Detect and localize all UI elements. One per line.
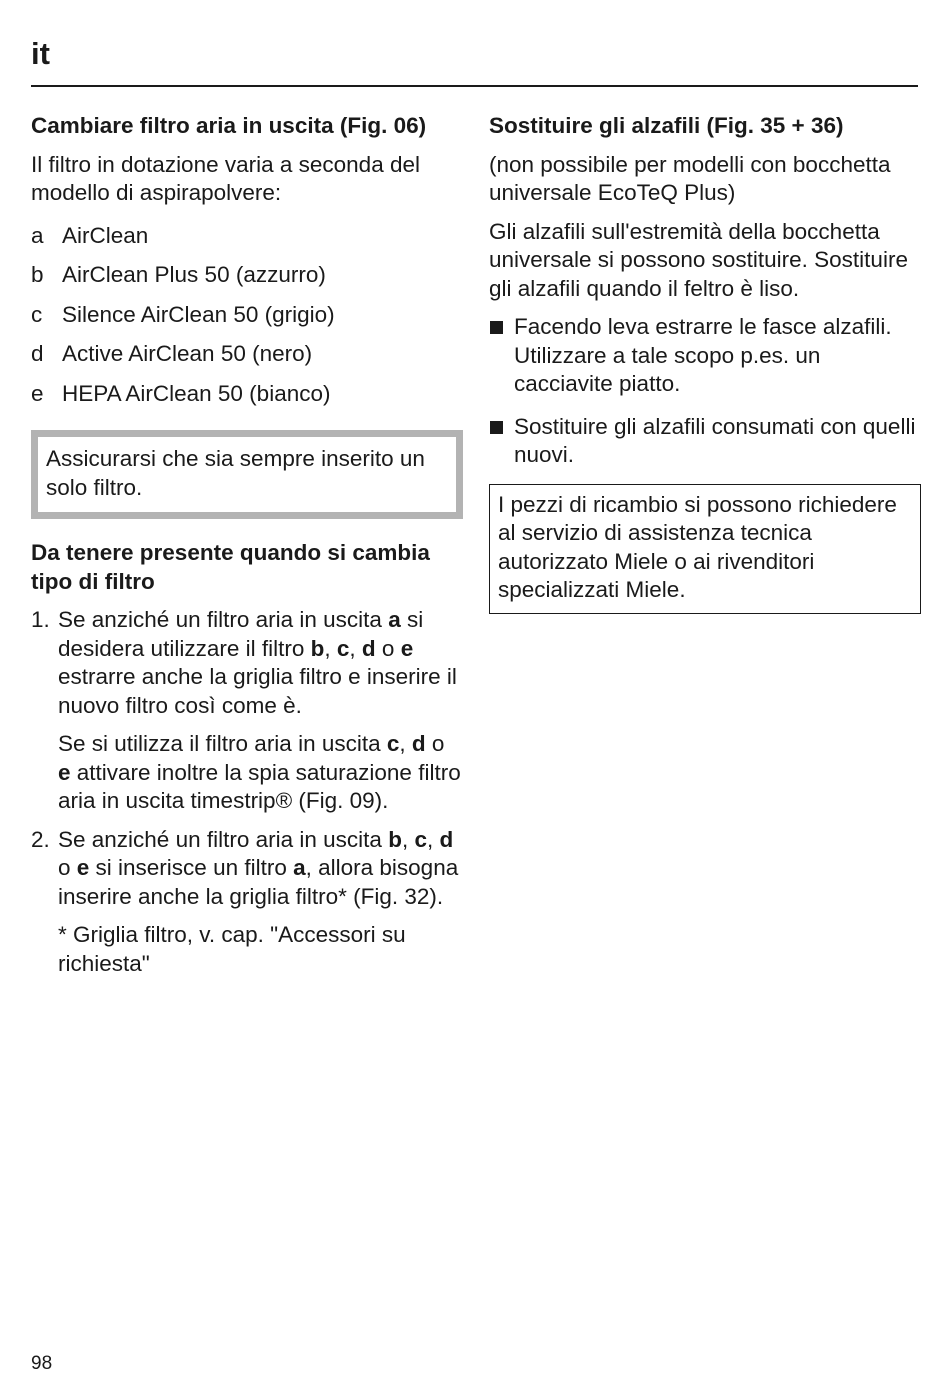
footnote: * Griglia filtro, v. cap. "Accessori su richiesta" xyxy=(58,922,406,976)
header-rule xyxy=(31,85,918,87)
list-item-text: Silence AirClean 50 (grigio) xyxy=(62,301,335,327)
page-number: 98 xyxy=(31,1353,53,1374)
step-body xyxy=(58,606,463,816)
list-marker: c xyxy=(31,301,43,327)
step-1-note: Se si utilizza il filtro aria in uscita c, d o e attivare inoltre la spia saturazione filtro aria in uscita timestrip® (Fig. 09). xyxy=(58,731,461,813)
spare-parts-notice: I pezzi di ricambio si possono richiedere al servizio di assistenza tecnica autorizzato Miele o ai rivenditori specializzati Miele. xyxy=(489,484,921,614)
list-item-text: AirClean xyxy=(62,222,149,248)
bullet-item xyxy=(489,413,921,470)
filter-list xyxy=(31,222,463,409)
section-heading-filter-change: Da tenere presente quando si cambia tipo di filtro xyxy=(31,540,430,594)
square-bullet-icon xyxy=(490,421,503,434)
bullet-item xyxy=(489,313,921,399)
list-item xyxy=(31,340,463,369)
list-marker: d xyxy=(31,341,44,366)
language-code: it xyxy=(31,36,50,71)
list-marker: b xyxy=(31,262,44,287)
step-number: 2. xyxy=(31,826,50,852)
list-item xyxy=(31,380,463,409)
step-body xyxy=(58,826,463,912)
step-2 xyxy=(31,826,463,912)
filter-intro: Il filtro in dotazione varia a seconda del modello di aspirapolvere: xyxy=(31,151,420,205)
step-1 xyxy=(31,606,463,816)
list-marker: a xyxy=(31,222,44,248)
section-heading-thread-lifters: Sostituire gli alzafili (Fig. 35 + 36) xyxy=(489,113,844,138)
section-heading-exhaust-filter: Cambiare filtro aria in uscita (Fig. 06) xyxy=(31,113,427,138)
right-column xyxy=(489,112,921,614)
list-item-text: AirClean Plus 50 (azzurro) xyxy=(62,262,326,287)
list-item xyxy=(31,222,463,251)
square-bullet-icon xyxy=(490,321,503,334)
bullet-text: Sostituire gli alzafili consumati con quelli nuovi. xyxy=(514,413,916,467)
list-item xyxy=(31,301,463,330)
bullet-text: Facendo leva estrarre le fasce alzafili. Utilizzare a tale scopo p.es. un cacciavite piatto. xyxy=(514,314,892,396)
step-number: 1. xyxy=(31,607,50,632)
list-item xyxy=(31,261,463,290)
list-marker: e xyxy=(31,380,44,406)
list-item-text: Active AirClean 50 (nero) xyxy=(62,341,313,366)
step-2-text: Se anziché un filtro aria in uscita b, c, d o e si inserisce un filtro a, allora bisogna inserire anche la griglia filtro* (Fig. 32). xyxy=(58,826,459,909)
left-column xyxy=(31,112,463,988)
list-item-text: HEPA AirClean 50 (bianco) xyxy=(62,380,331,406)
thread-lifter-intro: Gli alzafili sull'estremità della bocchetta universale si possono sostituire. Sostituire gli alzafili quando il feltro è liso. xyxy=(489,218,908,301)
single-filter-notice: Assicurarsi che sia sempre inserito un solo filtro. xyxy=(31,430,463,519)
model-exception-note: (non possibile per modelli con bocchetta universale EcoTeQ Plus) xyxy=(489,151,891,205)
step-1-text: Se anziché un filtro aria in uscita a si desidera utilizzare il filtro b, c, d o e estrarre anche la griglia filtro e inserire il nuovo filtro così come è. xyxy=(58,607,457,718)
